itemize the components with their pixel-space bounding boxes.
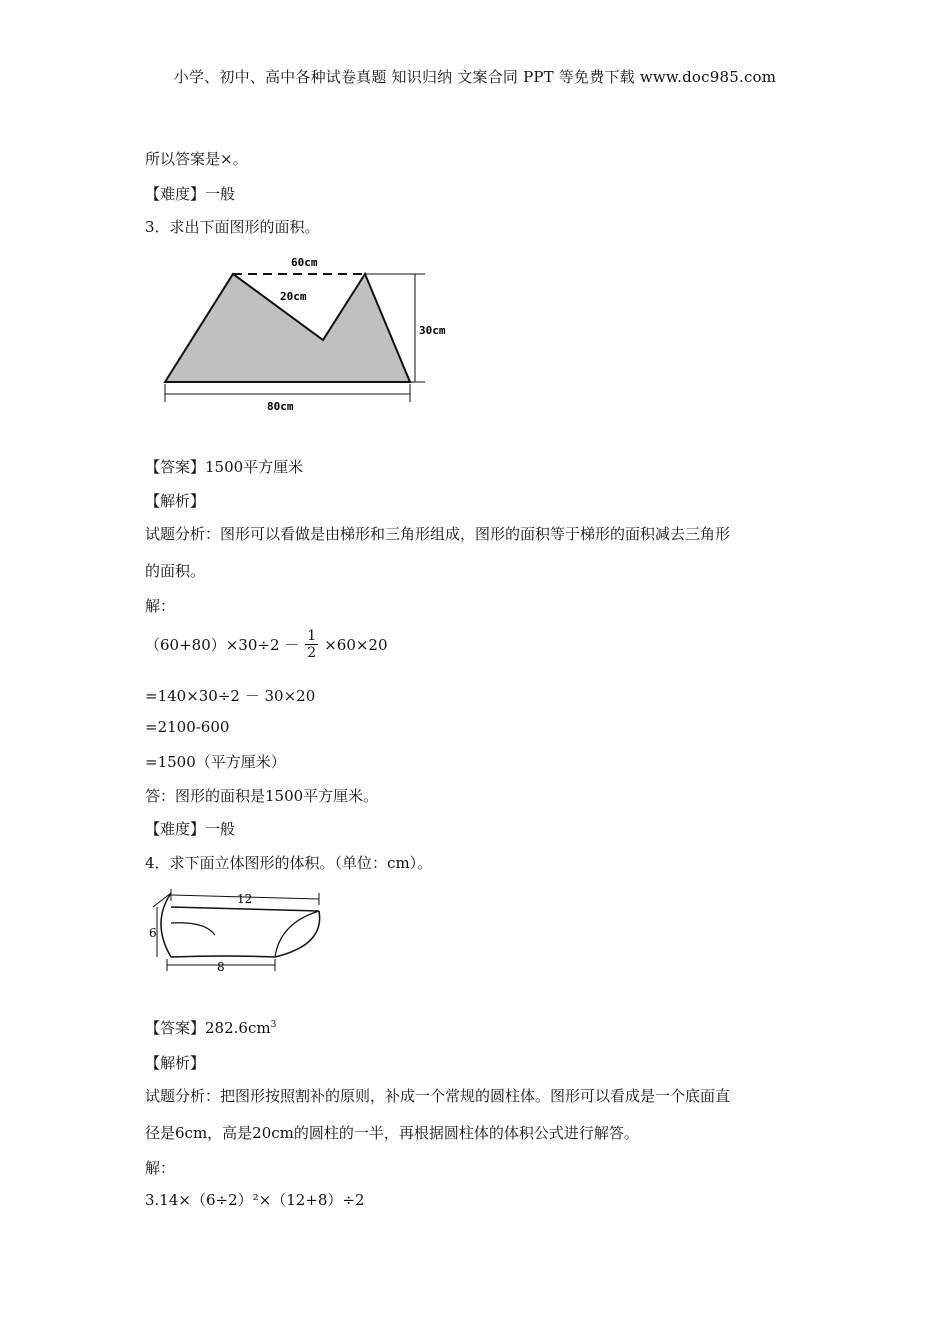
label-8: 8 xyxy=(217,960,225,974)
answer-statement-3: 答：图形的面积是1500平方厘米。 xyxy=(145,787,379,805)
label-60cm: 60cm xyxy=(291,256,318,269)
calc-line-2: =140×30÷2 － 30×20 xyxy=(145,687,316,705)
answer-4 xyxy=(145,1017,276,1038)
label-12: 12 xyxy=(237,892,253,906)
calc-1-left: （60+80）×30÷2 － xyxy=(145,636,300,654)
answer-3: 【答案】1500平方厘米 xyxy=(145,458,304,476)
analysis-4-line2: 径是6cm，高是20cm的圆柱的一半，再根据圆柱体的体积公式进行解答。 xyxy=(145,1124,639,1142)
difficulty-label: 【难度】一般 xyxy=(145,185,236,203)
page-header: 小学、初中、高中各种试卷真题 知识归纳 文案合同 PPT 等免费下载 www.doc985.com xyxy=(173,68,777,86)
analysis-3-line1: 试题分析：图形可以看做是由梯形和三角形组成，图形的面积等于梯形的面积减去三角形 xyxy=(145,525,731,543)
calc-1-right: ×60×20 xyxy=(324,635,388,654)
question-3: 3．求出下面图形的面积。 xyxy=(145,218,320,236)
cylinder-figure xyxy=(145,885,335,975)
analysis-4-line1: 试题分析：把图形按照割补的原则，补成一个常规的圆柱体。图形可以看成是一个底面直 xyxy=(145,1087,731,1105)
area-figure xyxy=(155,250,475,415)
calc-line-1 xyxy=(145,628,388,661)
difficulty-3: 【难度】一般 xyxy=(145,820,236,838)
text-line: 所以答案是×。 xyxy=(145,150,248,168)
label-80cm: 80cm xyxy=(267,400,294,413)
label-20cm: 20cm xyxy=(280,290,307,303)
fraction-numerator: 1 xyxy=(307,628,317,644)
label-6: 6 xyxy=(149,926,157,940)
fraction-denominator: 2 xyxy=(307,645,317,661)
answer-4-superscript: 3 xyxy=(270,1020,277,1030)
label-30cm: 30cm xyxy=(419,324,446,337)
analysis-heading-3: 【解析】 xyxy=(145,492,206,510)
analysis-heading-4: 【解析】 xyxy=(145,1054,206,1072)
solution-label-3: 解： xyxy=(145,597,176,615)
calc-line-5: 3.14×（6÷2）²×（12+8）÷2 xyxy=(145,1191,365,1209)
analysis-3-line2: 的面积。 xyxy=(145,562,206,580)
calc-line-3: =2100-600 xyxy=(145,718,230,736)
answer-4-text: 【答案】282.6cm xyxy=(145,1019,271,1037)
fraction-half xyxy=(305,628,318,661)
solution-label-4: 解： xyxy=(145,1159,176,1177)
question-4: 4．求下面立体图形的体积。（单位：cm）。 xyxy=(145,854,433,872)
calc-line-4: =1500（平方厘米） xyxy=(145,753,286,771)
